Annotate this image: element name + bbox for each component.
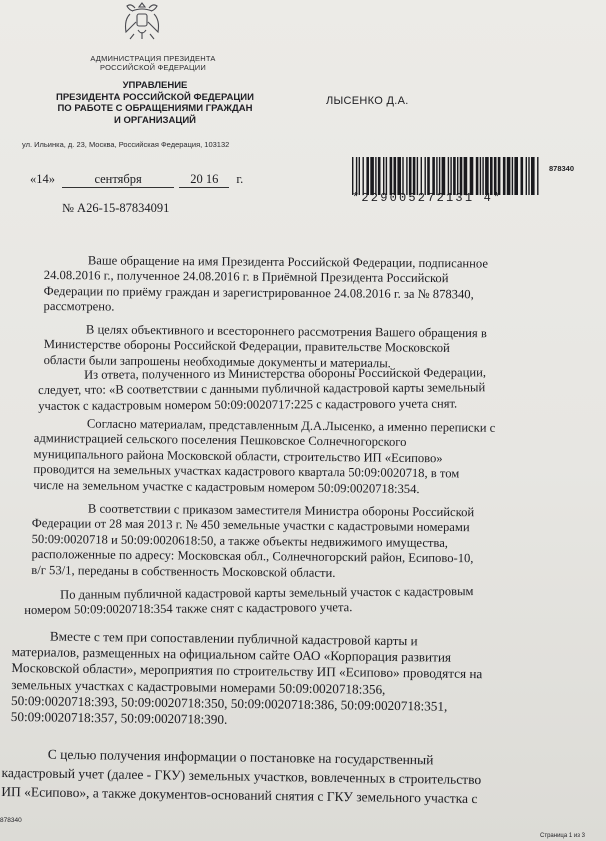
paragraph-line: участок с кадастровым номером 50:09:0020717:225 с кадастрового учета снят. [38,396,458,413]
paragraph-5 [31,501,582,583]
paragraph-line: земельных участках с кадастровыми номерами 50:09:0020718:356, [11,676,386,697]
date-year: 20 16 [179,172,229,188]
state-emblem-icon [118,0,166,42]
paragraph-line: муниципального района Московской области, строительство ИП «Есипово» [33,446,443,466]
department-line-3: ПО РАБОТЕ С ОБРАЩЕНИЯМИ ГРАЖДАН [57,103,253,114]
paragraph-line: 50:09:0020718 и 50:09:0020618:50, а также объекты недвижимого имущества, [31,531,449,550]
paragraph-line: рассмотрено. [43,299,115,314]
department-address: ул. Ильинка, д. 23, Москва, Российская Федерация, 103132 [22,140,230,149]
barcode-caption: *229005272131 4* [352,191,503,205]
paragraph-line: Ваше обращение на имя Президента Российской Федерации, подписанное [87,253,489,271]
paragraph-line: проводится на земельных участках кадастрового квартала 50:09:0020718, в том [33,462,460,481]
paragraph-1 [44,253,564,319]
paragraph-line: материалов, размещенных на официальном сайте ОАО «Корпорация развития [11,644,452,665]
department-line-1: УПРАВЛЕНИЕ [122,80,188,91]
paragraph-line: 24.08.2016 г., полученное 24.08.2016 г. в Приёмной Президента Российской [43,268,449,286]
barcode-number: 878340 [549,164,575,173]
paragraph-line: кадастровый учет (далее - ГКУ) земельных участков, вовлеченных в строительство [1,764,482,788]
paragraph-6 [24,583,584,619]
paragraph-line: администрацией сельского поселения Пешковское Солнечногорского [33,431,407,450]
paragraph-line: расположенные по адресу: Московская обл., Солнечногорский район, Есипово-10, [31,547,474,566]
paragraph-line: Согласно материалам, представленным Д.А.Лысенко, а именно переписки с [86,416,496,435]
administration-line-2: РОССИЙСКОЙ ФЕДЕРАЦИИ [100,63,206,72]
paragraph-line: С целью получения информации о постановке на государственный [47,746,434,768]
paragraph-3 [38,365,568,414]
paragraph-line: следует, что: «В соответствии с данными публичной кадастровой карты земельный [38,380,486,398]
date-month: сентября [62,172,174,188]
paragraph-line: Московской области», мероприятия по строительству ИП «Есипово» проводятся на [11,660,483,682]
paragraph-line: Федерации по приёму граждан и зарегистрированное 24.08.2016 г. за № 878340, [43,283,474,302]
paragraph-line: 50:09:0020718:357, 50:09:0020718:390. [10,708,228,727]
paragraph-line: области были запрошены необходимые документы и материалы. [43,352,391,371]
administration-line-1: АДМИНИСТРАЦИЯ ПРЕЗИДЕНТА [90,54,216,63]
paragraph-8 [1,744,602,810]
paragraph-line: номером 50:09:0020718:354 также снят с кадастрового учета. [24,600,353,618]
letter-date [30,172,243,188]
paragraph-line: ИП «Есипово», а также документов-оснований снятия с ГКУ земельного участка с [1,783,478,807]
paragraph-line: В целях объективного и всестороннего рассмотрения Вашего обращения в [85,322,487,341]
footer-number: 878340 [0,817,22,824]
date-suffix: г. [236,172,244,186]
department-line-4: И ОРГАНИЗАЦИЙ [114,114,196,126]
paragraph-line: Из ответа, полученного из Министерства обороны Российской Федерации, [83,365,487,382]
recipient-name: ЛЫСЕНКО Д.А. [326,95,409,107]
paragraph-line: Федерации от 28 мая 2013 г. № 450 земельные участки с кадастровыми номерами [31,516,470,535]
paragraph-4 [33,416,574,499]
paragraph-line: Вместе с тем при сопоставлении публичной кадастровой карты и [49,628,418,649]
paragraph-line: 50:09:0020718:393, 50:09:0020718:350, 50:09:0020718:386, 50:09:0020718:351, [10,692,448,714]
registration-number: № А26-15-87834091 [62,201,170,215]
paragraph-line: Министерстве обороны Российской Федерации, правительстве Московской [43,337,450,356]
barcode-image [352,157,540,195]
paragraph-line: В соответствии с приказом заместителя Министра обороны Российской [87,501,475,520]
page-counter: Страница 1 из 3 [540,833,585,839]
date-day: «14» [30,172,55,186]
paragraph-line: в/г 53/1, переданы в собственность Московской области. [31,562,336,580]
paragraph-line: числе на земельном участке с кадастровым номером 50:09:0020718:354. [33,477,420,496]
paragraph-line: По данным публичной кадастровой карты земельный участок с кадастровым [59,584,474,602]
paragraph-7 [11,628,597,733]
department-line-2: ПРЕЗИДЕНТА РОССИЙСКОЙ ФЕДЕРАЦИИ [56,91,254,103]
